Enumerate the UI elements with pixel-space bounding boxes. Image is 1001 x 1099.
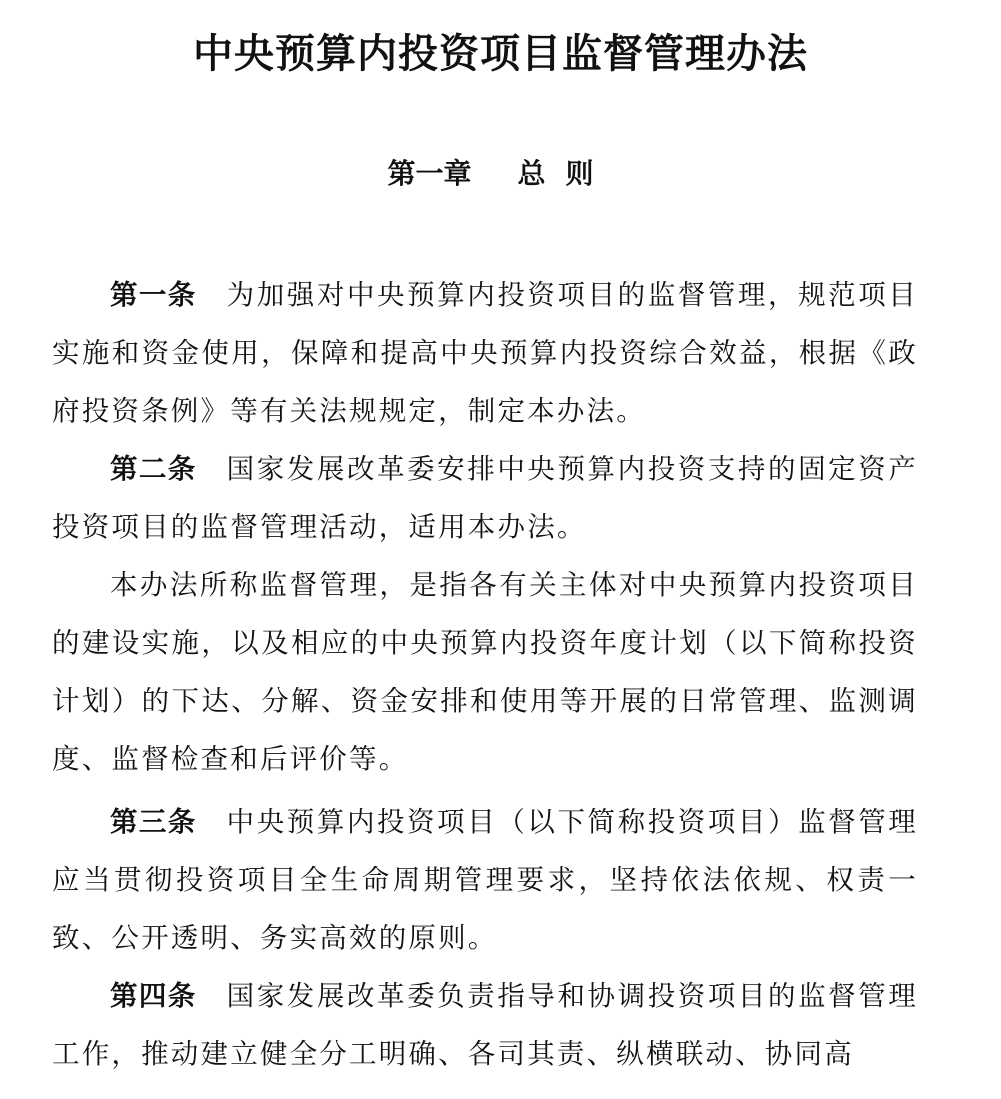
chapter-number: 第一章 xyxy=(387,157,472,190)
article-4-label: 第四条 xyxy=(110,980,197,1012)
article-2-continuation-text: 本办法所称监督管理，是指各有关主体对中央预算内投资项目的建设实施，以及相应的中央预算内投资年度计划（以下简称投资计划）的下达、分解、资金安排和使用等开展的日常管理、监测调度、监督检查和后评价等。 xyxy=(52,569,918,775)
article-1-text: 为加强对中央预算内投资项目的监督管理，规范项目实施和资金使用，保障和提高中央预算内投资综合效益，根据《政府投资条例》等有关法规规定，制定本办法。 xyxy=(52,279,919,427)
article-3-text: 中央预算内投资项目（以下简称投资项目）监督管理应当贯彻投资项目全生命周期管理要求，坚持依法依规、权责一致、公开透明、务实高效的原则。 xyxy=(52,806,919,954)
chapter-name: 总则 xyxy=(517,157,614,190)
article-4-paragraph xyxy=(52,967,918,1083)
article-1-label: 第一条 xyxy=(110,279,197,311)
article-3-paragraph xyxy=(52,793,918,967)
chapter-heading xyxy=(0,152,1001,196)
article-2-text: 国家发展改革委安排中央预算内投资支持的固定资产投资项目的监督管理活动，适用本办法。 xyxy=(52,453,919,543)
article-2-paragraph xyxy=(52,440,918,556)
document-title: 中央预算内投资项目监督管理办法 xyxy=(193,30,808,77)
article-4-text: 国家发展改革委负责指导和协调投资项目的监督管理工作，推动建立健全分工明确、各司其责、纵横联动、协同高 xyxy=(52,980,919,1070)
article-1-paragraph xyxy=(52,266,918,440)
article-2-continuation-paragraph xyxy=(52,556,918,788)
article-3-label: 第三条 xyxy=(110,806,197,838)
article-2-label: 第二条 xyxy=(110,453,197,485)
